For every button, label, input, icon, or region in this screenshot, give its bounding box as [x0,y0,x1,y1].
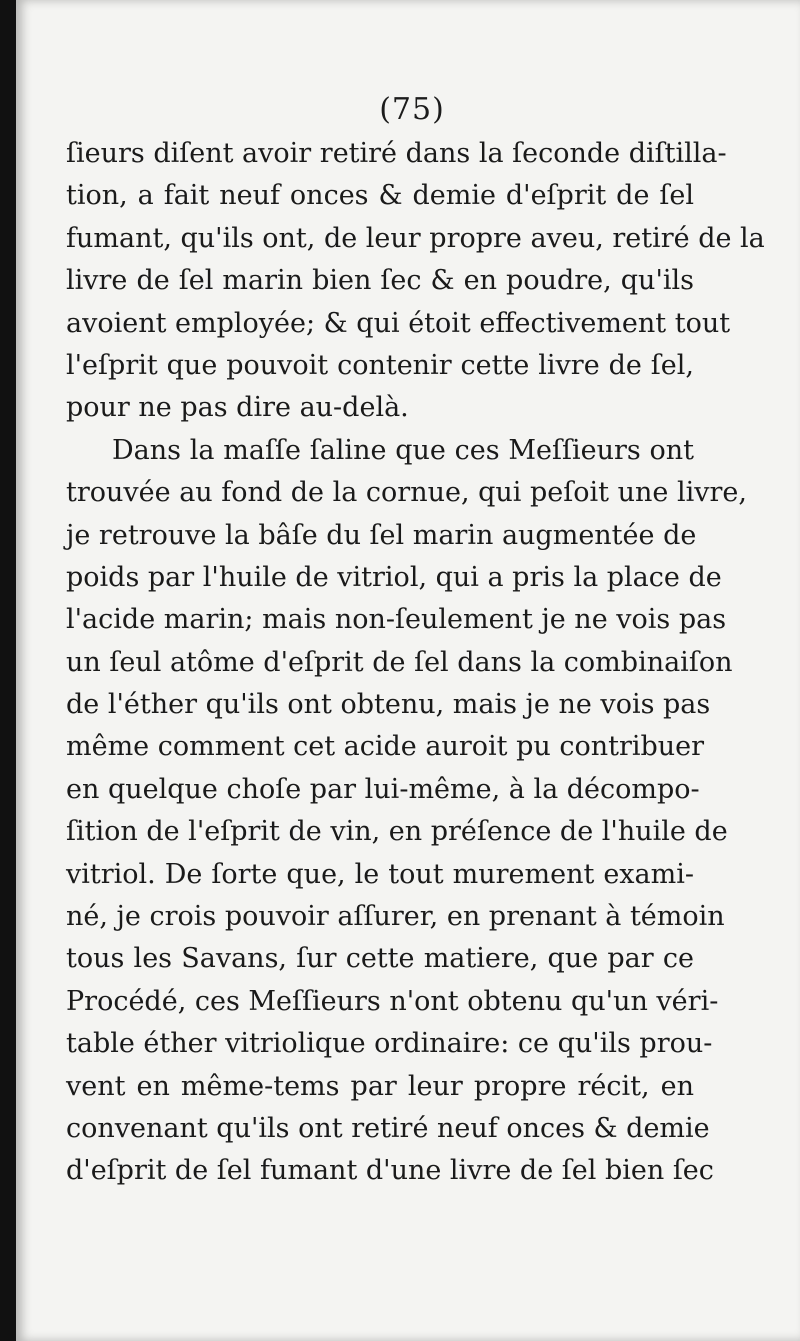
paragraph-first-line: Dans la maſſe ſaline que ces Meſſieurs ont [112,434,694,466]
text-line: même comment cet acide auroit pu contribuer [66,731,705,763]
text-line: en quelque choſe par lui-même, à la décompo- [66,773,700,805]
text-line: l'acide marin; mais non-ſeulement je ne vois pas [66,604,727,636]
text-line: de l'éther qu'ils ont obtenu, mais je ne vois pas [66,689,711,721]
text-line: poids par l'huile de vitriol, qui a pris la place de [66,561,722,593]
text-line: ſition de l'eſprit de vin, en préſence de l'huile de [66,816,728,848]
text-line: tion, a fait neuf onces & demie d'eſprit de ſel [66,180,694,212]
text-line: fumant, qu'ils ont, de leur propre aveu, retiré de la [66,222,765,254]
text-line: d'eſprit de ſel fumant d'une livre de ſel bien ſec [66,1155,714,1187]
page-number: (75) [379,92,445,127]
text-line: vitriol. De ſorte que, le tout murement exami- [66,858,694,890]
text-line: Procédé, ces Meſſieurs n'ont obtenu qu'un véri- [66,985,719,1017]
text-line: trouvée au fond de la cornue, qui peſoit une livre, [66,477,747,509]
text-line: livre de ſel marin bien ſec & en poudre, qu'ils [66,265,694,297]
text-line: table éther vitriolique ordinaire: ce qu'ils prou- [66,1028,713,1060]
text-line: né, je crois pouvoir aſſurer, en prenant à témoin [66,901,725,933]
body-text [66,133,765,1193]
text-line: tous les Savans, ſur cette matiere, que par ce [66,943,694,975]
text-line: pour ne pas dire au-delà. [66,392,409,424]
book-binding-edge [0,0,16,1341]
text-line: ſieurs diſent avoir retiré dans la ſeconde diſtilla- [66,138,727,169]
text-line: je retrouve la bâſe du ſel marin augmentée de [66,519,697,551]
text-line: l'eſprit que pouvoit contenir cette livre de ſel, [66,349,694,381]
text-line: vent en même-tems par leur propre récit, en [66,1070,694,1102]
text-line: convenant qu'ils ont retiré neuf onces & demie [66,1112,710,1144]
text-line: un ſeul atôme d'eſprit de ſel dans la combinaiſon [66,646,733,678]
book-page [16,0,800,1341]
text-line: avoient employée; & qui étoit effectivement tout [66,307,731,339]
